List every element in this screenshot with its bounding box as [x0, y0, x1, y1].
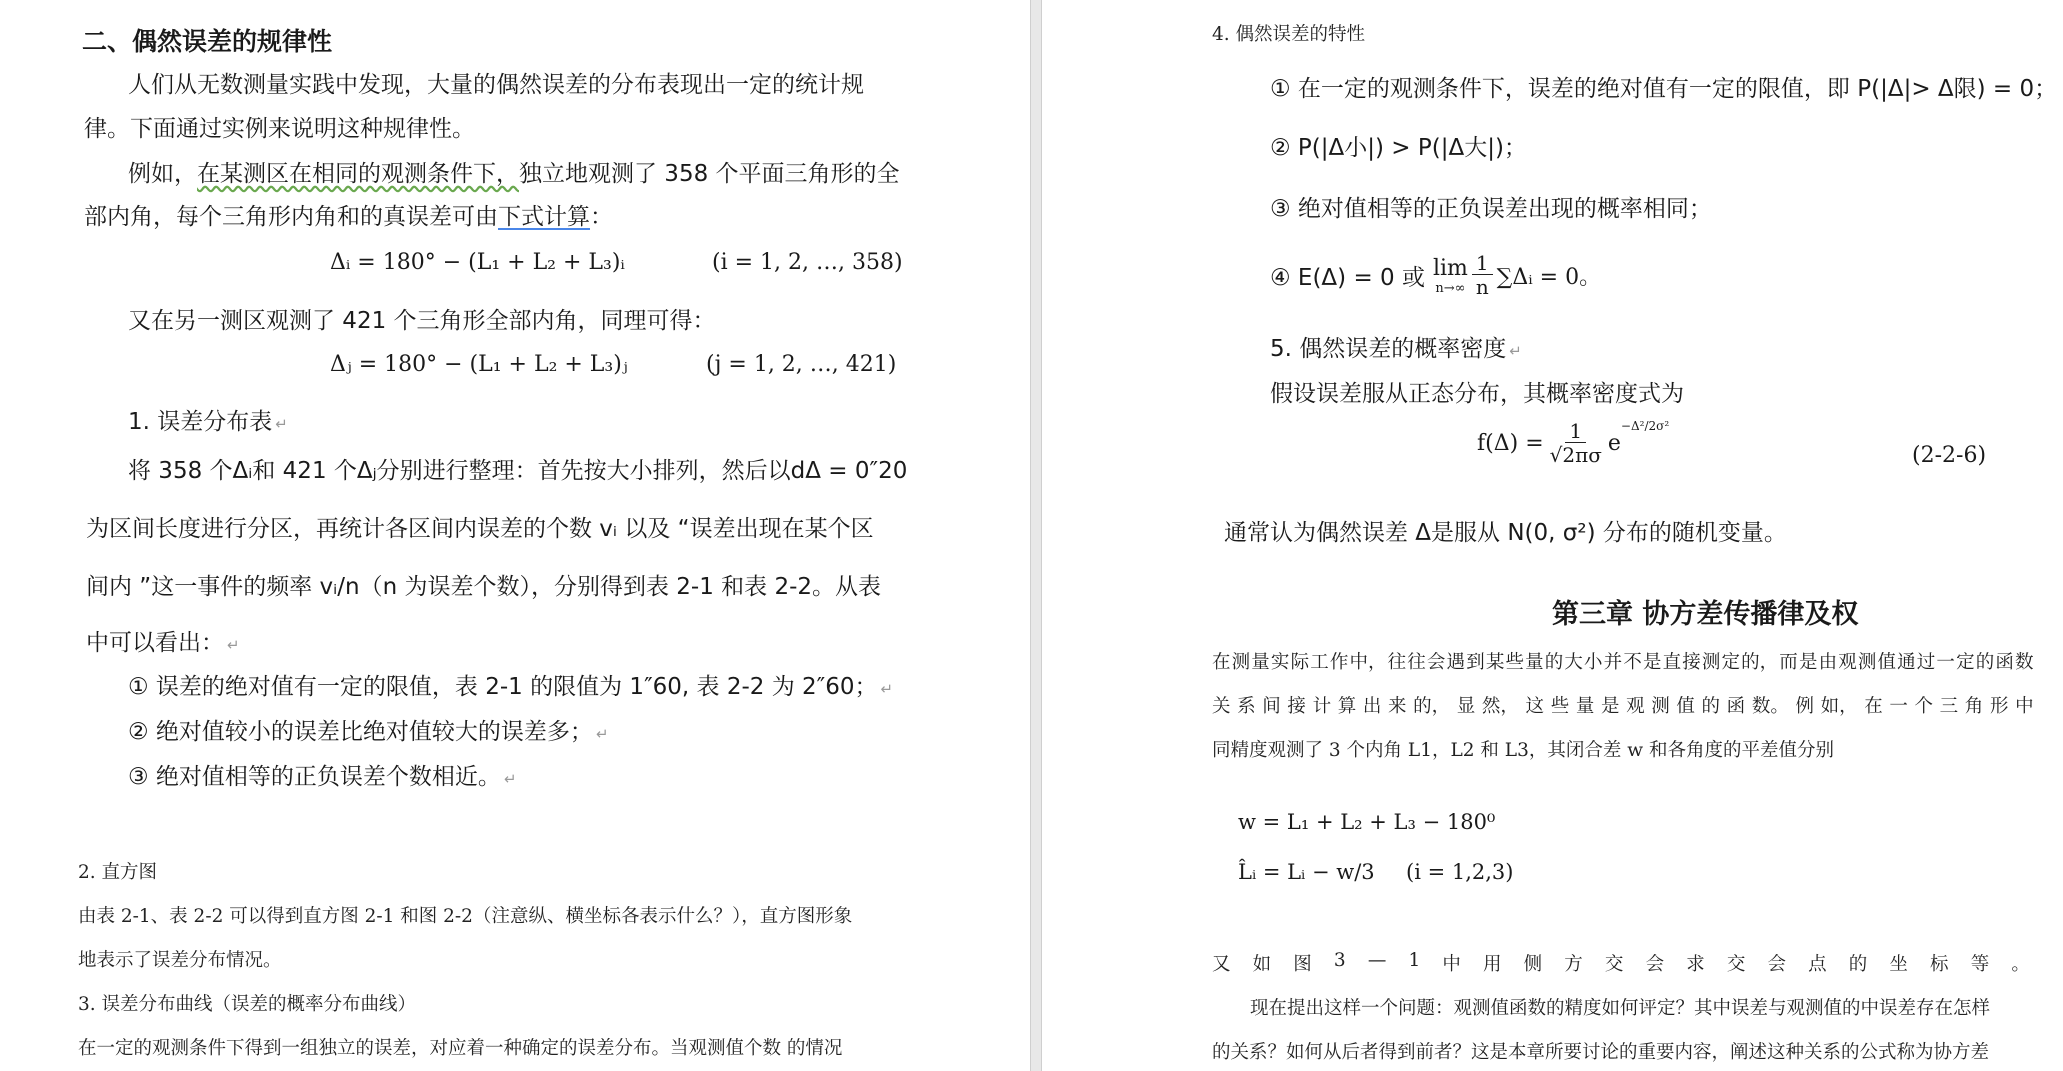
- text-glyph: 数。: [1751, 696, 1789, 717]
- text-glyph: 会: [1767, 954, 1786, 975]
- text-glyph: 些: [1550, 696, 1570, 717]
- text-glyph: 交: [1604, 954, 1624, 975]
- text-glyph: 的: [1848, 954, 1868, 975]
- text-glyph: 算: [1337, 696, 1357, 717]
- paragraph-mark-icon: ↵: [275, 415, 288, 433]
- text-glyph: 来: [1387, 696, 1407, 717]
- text-glyph: 的: [1701, 696, 1721, 717]
- text-glyph: 图: [1293, 954, 1312, 975]
- text-glyph: 用: [1483, 954, 1502, 975]
- fraction: [1472, 252, 1493, 299]
- text-glyph: 侧: [1523, 954, 1543, 975]
- paragraph-line: 在一定的观测条件下得到一组独立的误差，对应着一种确定的误差分布。当观测值个数 的情况: [78, 1038, 843, 1059]
- text-run: ③ 绝对值相等的正负误差个数相近。: [128, 764, 501, 790]
- paragraph-line: [86, 624, 240, 657]
- subsection-heading: 2. 直方图: [78, 862, 158, 883]
- text-glyph: 在: [1864, 696, 1883, 717]
- limit-symbol: lim: [1432, 255, 1468, 281]
- paragraph-line: 现在提出这样一个问题：观测值函数的精度如何评定？其中误差与观测值的中误差存在怎样: [1250, 998, 1991, 1019]
- paragraph-mark-icon: ↵: [503, 770, 517, 788]
- text-glyph: 求: [1686, 954, 1705, 975]
- text-glyph: 到: [1466, 652, 1485, 673]
- list-item: ③ 绝对值相等的正负误差出现的概率相同；: [1270, 196, 1712, 222]
- section-heading: 二、偶然误差的规律性: [82, 27, 333, 56]
- equation-2-range: (j = 1, 2, …, 421): [706, 352, 897, 377]
- equation-4-range: (i = 1,2,3): [1406, 860, 1514, 884]
- paragraph-line: [84, 198, 613, 231]
- text-glyph: 形: [1989, 696, 2009, 717]
- list-item: [128, 668, 893, 701]
- list-item: ① 在一定的观测条件下，误差的绝对值有一定的限值，即 P(|Δ|> Δ限) = 0；: [1270, 76, 2058, 102]
- equation-3: w = L₁ + L₂ + L₃ − 180⁰: [1238, 810, 1496, 834]
- text-run-underlined: 下式计算: [498, 204, 590, 230]
- text-run: 1. 误差分布表: [128, 409, 273, 435]
- equation-1-range: (i = 1, 2, …, 358): [712, 250, 903, 275]
- summation-expression: ∑Δᵢ = 0。: [1496, 265, 1602, 290]
- text-run: 独立地观测了 358 个平面三角形的全: [519, 161, 900, 187]
- text-glyph: 量: [1251, 652, 1270, 673]
- text-glyph: 作: [1329, 652, 1349, 673]
- equation-lhs: f(Δ) =: [1477, 431, 1544, 456]
- text-glyph: 数: [2014, 652, 2034, 673]
- fraction: [1548, 420, 1604, 467]
- text-glyph: 计: [1312, 696, 1332, 717]
- fraction-denominator: n: [1475, 275, 1489, 299]
- text-glyph: 测: [1231, 652, 1251, 673]
- text-glyph: 工: [1310, 652, 1329, 673]
- limit-subscript: n→∞: [1435, 280, 1466, 296]
- paragraph-line: 地表示了误差分布情况。: [78, 950, 282, 971]
- text-run-underlined: 在某测区在相同的观测条件下，: [197, 161, 519, 187]
- text-glyph: 值: [1676, 696, 1695, 717]
- text-glyph: 的: [1975, 652, 1995, 673]
- text-glyph: 测: [1857, 652, 1877, 673]
- paragraph-mark-icon: ↵: [595, 725, 609, 743]
- document-page-left: [0, 0, 1030, 1071]
- text-glyph: 出: [1362, 696, 1382, 717]
- text-glyph: 而: [1779, 652, 1798, 673]
- text-glyph: 3: [1333, 950, 1346, 971]
- exponent: −Δ²/2σ²: [1620, 418, 1670, 433]
- text-glyph: 标: [1930, 954, 1949, 975]
- list-item: [1270, 252, 1601, 299]
- equation-2: Δⱼ = 180° − (L₁ + L₂ + L₃)ⱼ: [330, 352, 628, 377]
- equation-number: (2-2-6): [1912, 443, 1987, 468]
- text-glyph: 观: [1626, 696, 1645, 717]
- subsection-heading: 4. 偶然误差的特性: [1212, 24, 1366, 45]
- text-glyph: 的，: [1741, 652, 1779, 673]
- paragraph-line: 由表 2-1、表 2-2 可以得到直方图 2-1 和图 2-2（注意纵、横坐标各表示什么？），直方图形象: [78, 906, 853, 927]
- subsection-heading: 3. 误差分布曲线（误差的概率分布曲线）: [78, 994, 417, 1015]
- text-glyph: 某: [1485, 652, 1505, 673]
- text-glyph: 等: [1970, 954, 1990, 975]
- text-run: ：: [590, 204, 613, 230]
- text-glyph: 通: [1897, 652, 1916, 673]
- text-glyph: 测: [1651, 696, 1670, 717]
- text-glyph: 一: [1889, 696, 1908, 717]
- text-glyph: 定: [1721, 652, 1741, 673]
- equation-1: Δᵢ = 180° − (L₁ + L₂ + L₃)ᵢ: [330, 250, 625, 275]
- text-glyph: 量: [1575, 696, 1595, 717]
- fraction-numerator: 1: [1472, 252, 1493, 275]
- text-glyph: 观: [1838, 652, 1857, 673]
- paragraph-line: 同精度观测了 3 个内角 L1，L2 和 L3，其闭合差 w 和各角度的平差值分别: [1212, 740, 1834, 761]
- text-glyph: 实: [1270, 652, 1290, 673]
- text-glyph: 个: [1914, 696, 1934, 717]
- text-run: 例如，: [128, 161, 197, 187]
- text-run: ① 误差的绝对值有一定的限值，表 2-1 的限值为 1″60, 表 2-2 为 2″60；: [128, 674, 878, 700]
- pdf-equation: [1477, 420, 1669, 467]
- text-glyph: 由: [1818, 652, 1838, 673]
- text-glyph: 中: [2015, 696, 2034, 717]
- paragraph-mark-icon: ↵: [1509, 342, 1522, 360]
- text-glyph: 一: [1936, 652, 1955, 673]
- text-run: ② 绝对值较小的误差比绝对值较大的误差多；: [128, 719, 593, 745]
- text-glyph: 关: [1212, 696, 1231, 717]
- text-glyph: 系: [1237, 696, 1256, 717]
- text-glyph: 这: [1525, 696, 1545, 717]
- text-glyph: 在: [1212, 652, 1231, 673]
- text-glyph: 又: [1212, 954, 1231, 975]
- text-glyph: 是: [1798, 652, 1818, 673]
- text-glyph: 函: [1726, 696, 1746, 717]
- paragraph-line: 人们从无数测量实践中发现，大量的偶然误差的分布表现出一定的统计规: [128, 72, 864, 98]
- paragraph-line: 律。下面通过实例来说明这种规律性。: [84, 116, 475, 142]
- text-glyph: 方: [1564, 954, 1583, 975]
- fraction-denominator: √2πσ: [1549, 443, 1602, 467]
- text-glyph: 如: [1252, 954, 1272, 975]
- text-glyph: 交: [1726, 954, 1746, 975]
- text-glyph: 会: [1426, 652, 1446, 673]
- text-glyph: 坐: [1889, 954, 1908, 975]
- text-glyph: 显: [1456, 696, 1476, 717]
- limit-operator: [1433, 256, 1468, 296]
- text-run: 5. 偶然误差的概率密度: [1270, 336, 1507, 362]
- text-glyph: 些: [1505, 652, 1524, 673]
- text-glyph: 1: [1408, 950, 1421, 971]
- text-glyph: 角: [1964, 696, 1984, 717]
- text-glyph: 测: [1701, 652, 1721, 673]
- list-item: ② P(|Δ小|) > P(|Δ大|)；: [1270, 135, 1527, 161]
- page-gutter: [1030, 0, 1042, 1071]
- subsection-heading: [1270, 330, 1522, 363]
- paragraph-mark-icon: ↵: [880, 680, 894, 698]
- text-glyph: 并: [1603, 652, 1623, 673]
- text-glyph: 函: [1995, 652, 2014, 673]
- text-glyph: 往: [1407, 652, 1426, 673]
- paragraph-line-justified: [1212, 648, 2034, 674]
- text-glyph: 际: [1290, 652, 1310, 673]
- text-glyph: 不: [1623, 652, 1642, 673]
- paragraph-line: 又在另一测区观测了 421 个三角形全部内角，同理可得：: [128, 308, 716, 334]
- text-glyph: 中，: [1349, 652, 1387, 673]
- paragraph-line: 间内 ”这一事件的频率 vᵢ/n（n 为误差个数），分别得到表 2-1 和表 2-2。从表: [86, 574, 882, 600]
- paragraph-line: 假设误差服从正态分布，其概率密度式为: [1270, 381, 1684, 407]
- document-page-right: [1042, 0, 2063, 1071]
- text-run: 部内角，每个三角形内角和的真误差可由: [84, 204, 498, 230]
- text-glyph: 。: [2011, 954, 2030, 975]
- text-glyph: 会: [1645, 954, 1665, 975]
- exponential-base: e: [1607, 431, 1621, 456]
- text-glyph: 然，: [1481, 696, 1519, 717]
- list-item: [128, 758, 517, 791]
- text-glyph: 接: [1287, 696, 1306, 717]
- text-run: ④ E(Δ) = 0 或: [1270, 265, 1425, 291]
- paragraph-line: 通常认为偶然误差 Δ是服从 N(0, σ²) 分布的随机变量。: [1224, 520, 1787, 546]
- paragraph-mark-icon: ↵: [227, 636, 240, 654]
- text-glyph: 中: [1442, 954, 1461, 975]
- equation-4: L̂ᵢ = Lᵢ − w/3: [1238, 860, 1375, 884]
- paragraph-line: [128, 155, 900, 188]
- list-item: [128, 713, 609, 746]
- paragraph-line: 的关系？如何从后者得到前者？这是本章所要讨论的重要内容，阐述这种关系的公式称为协方差: [1212, 1042, 1990, 1063]
- paragraph-line: 将 358 个Δᵢ和 421 个Δⱼ分别进行整理：首先按大小排列，然后以dΔ = 0″20: [128, 458, 908, 484]
- fraction-numerator: 1: [1565, 420, 1586, 443]
- text-glyph: 值: [1877, 652, 1897, 673]
- paragraph-line-justified: [1212, 950, 2030, 976]
- text-glyph: 直: [1662, 652, 1682, 673]
- text-glyph: 点: [1808, 954, 1827, 975]
- text-glyph: 间: [1262, 696, 1281, 717]
- text-glyph: 如，: [1820, 696, 1858, 717]
- text-glyph: 三: [1939, 696, 1959, 717]
- paragraph-line-justified: [1212, 692, 2034, 718]
- text-glyph: 定: [1956, 652, 1975, 673]
- text-glyph: 遇: [1446, 652, 1466, 673]
- text-glyph: 过: [1916, 652, 1936, 673]
- text-glyph: 的，: [1413, 696, 1451, 717]
- subsection-heading: [128, 403, 288, 436]
- text-glyph: 接: [1682, 652, 1701, 673]
- text-glyph: 例: [1795, 696, 1814, 717]
- text-run: 中可以看出：: [86, 630, 224, 656]
- text-glyph: 小: [1584, 652, 1603, 673]
- text-glyph: 是: [1600, 696, 1620, 717]
- paragraph-line: 为区间长度进行分区，再统计各区间内误差的个数 vᵢ 以及 “误差出现在某个区: [86, 516, 874, 542]
- text-glyph: 的: [1544, 652, 1564, 673]
- text-glyph: 往: [1387, 652, 1407, 673]
- text-glyph: 是: [1642, 652, 1662, 673]
- text-glyph: 大: [1564, 652, 1583, 673]
- chapter-title: 第三章 协方差传播律及权: [1552, 599, 1859, 630]
- text-glyph: 量: [1525, 652, 1544, 673]
- text-glyph: —: [1367, 950, 1387, 971]
